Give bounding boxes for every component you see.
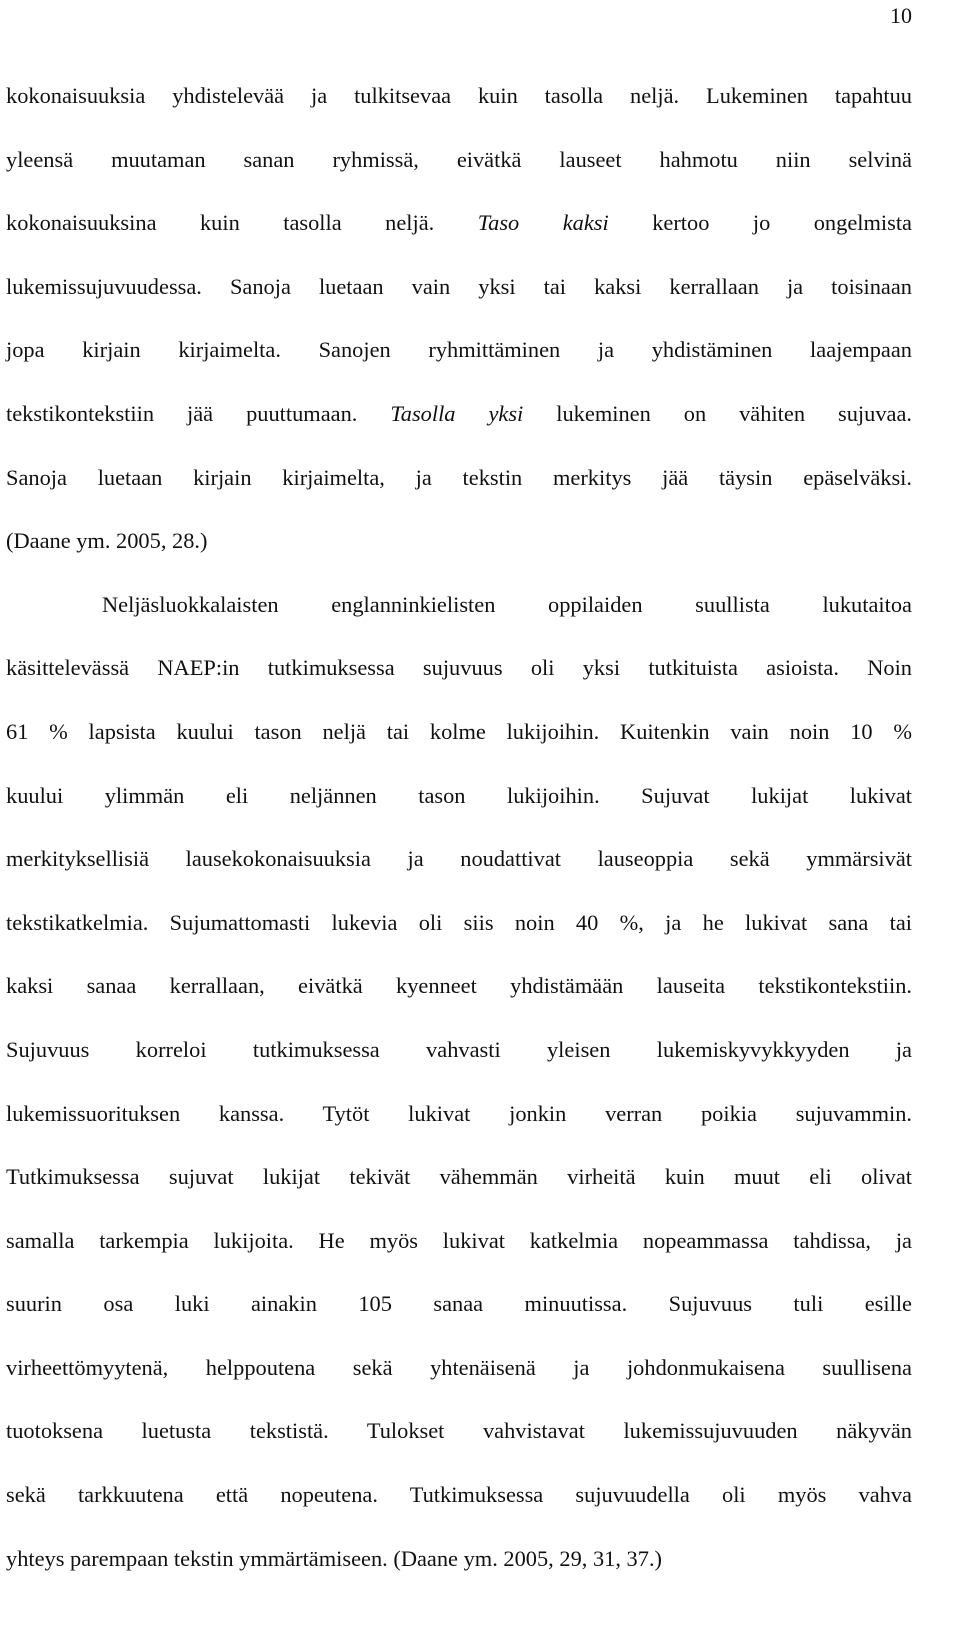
text-line: virheettömyytenä, helppoutena sekä yhtenäisenä ja johdonmukaisena suullisena (6, 1354, 912, 1380)
emphasis-level-two: Taso kaksi (477, 210, 609, 236)
body-text (6, 64, 912, 1590)
text-line: sekä tarkkuutena että nopeutena. Tutkimuksessa sujuvuudella oli myös vahva (6, 1482, 912, 1508)
text-line: 61 % lapsista kuului tason neljä tai kolme lukijoihin. Kuitenkin vain noin 10 % (6, 718, 912, 744)
text-line: Neljäsluokkalaisten englanninkielisten oppilaiden suullista lukutaitoa (102, 591, 912, 617)
text-line: samalla tarkempia lukijoita. He myös lukivat katkelmia nopeammassa tahdissa, ja (6, 1227, 912, 1253)
text-line (6, 382, 912, 446)
page-number: 10 (890, 3, 912, 28)
text-line: suurin osa luki ainakin 105 sanaa minuutissa. Sujuvuus tuli esille (6, 1291, 912, 1317)
citation-line: (Daane ym. 2005, 28.) (6, 528, 208, 554)
text-line: yleensä muutaman sanan ryhmissä, eivätkä lauseet hahmotu niin selvinä (6, 146, 912, 172)
text-line: lukemissujuvuudessa. Sanoja luetaan vain yksi tai kaksi kerrallaan ja toisinaan (6, 273, 912, 299)
text-line: Sanoja luetaan kirjain kirjaimelta, ja tekstin merkitys jää täysin epäselväksi. (6, 464, 912, 490)
text-line: kokonaisuuksia yhdistelevää ja tulkitsevaa kuin tasolla neljä. Lukeminen tapahtuu (6, 83, 912, 108)
text-span: kertoo jo ongelmista (652, 210, 912, 236)
text-span: kokonaisuuksina kuin tasolla neljä. (6, 210, 435, 236)
text-line: käsittelevässä NAEP:in tutkimuksessa sujuvuus oli yksi tutkituista asioista. Noin (6, 655, 912, 681)
emphasis-level-one: Tasolla yksi (390, 400, 524, 426)
citation-line: yhteys parempaan tekstin ymmärtämiseen. (Daane ym. 2005, 29, 31, 37.) (6, 1545, 662, 1571)
text-span: lukeminen on vähiten sujuvaa. (556, 400, 912, 426)
text-line: kaksi sanaa kerrallaan, eivätkä kyenneet yhdistämään lauseita tekstikontekstiin. (6, 973, 912, 999)
text-line: merkityksellisiä lausekokonaisuuksia ja noudattivat lauseoppia sekä ymmärsivät (6, 846, 912, 872)
text-line: kuului ylimmän eli neljännen tason lukijoihin. Sujuvat lukijat lukivat (6, 782, 912, 808)
text-line: tekstikatkelmia. Sujumattomasti lukevia oli siis noin 40 %, ja he lukivat sana tai (6, 909, 912, 935)
paragraph-1 (6, 64, 912, 573)
paragraph-2 (6, 573, 912, 1591)
text-span: tekstikontekstiin jää puuttumaan. (6, 400, 358, 426)
text-line: jopa kirjain kirjaimelta. Sanojen ryhmittäminen ja yhdistäminen laajempaan (6, 337, 912, 363)
text-line: tuotoksena luetusta tekstistä. Tulokset vahvistavat lukemissujuvuuden näkyvän (6, 1418, 912, 1444)
text-line: lukemissuorituksen kanssa. Tytöt lukivat jonkin verran poikia sujuvammin. (6, 1100, 912, 1126)
text-line: Tutkimuksessa sujuvat lukijat tekivät vähemmän virheitä kuin muut eli olivat (6, 1164, 912, 1190)
text-line (6, 191, 912, 255)
text-line: Sujuvuus korreloi tutkimuksessa vahvasti yleisen lukemiskyvykkyyden ja (6, 1036, 912, 1062)
